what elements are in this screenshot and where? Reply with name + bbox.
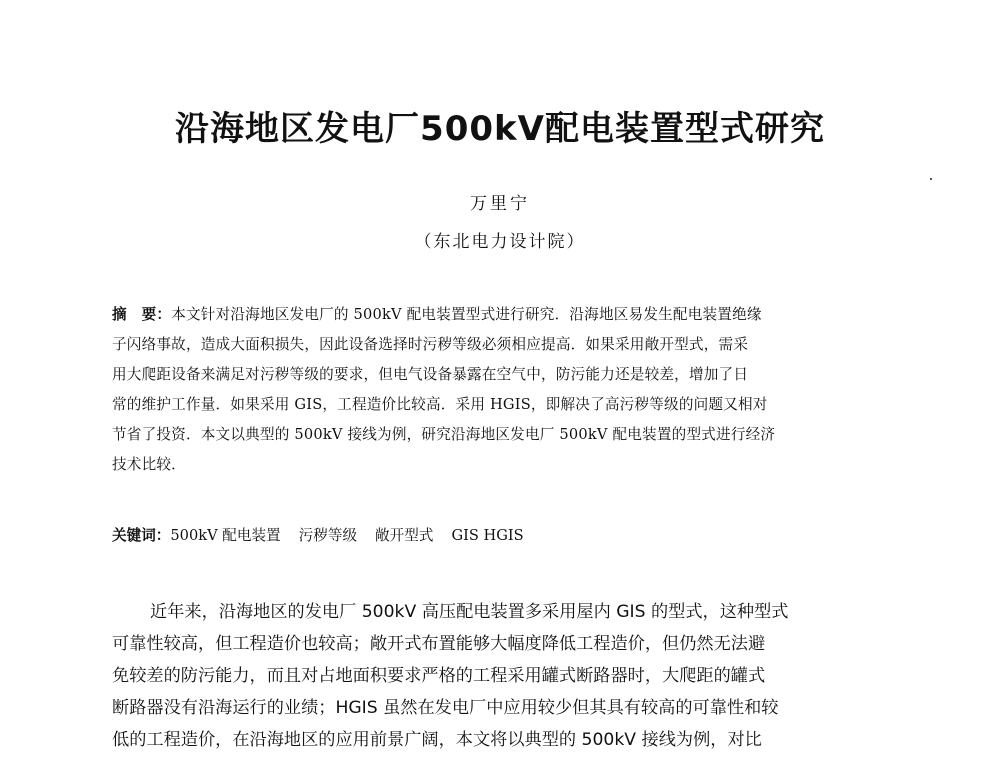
body-line: 断路器没有沿海运行的业绩；HGIS 虽然在发电厂中应用较少但其具有较高的可靠性和较	[112, 698, 779, 718]
abstract-label: 摘 要：	[112, 306, 172, 323]
keywords-block	[112, 522, 882, 550]
abstract-line: 用大爬距设备来满足对污秽等级的要求，但电气设备暴露在空气中，防污能力还是较差，增加了日	[112, 366, 749, 383]
paper-title: 沿海地区发电厂500kV配电装置型式研究	[175, 109, 825, 149]
body-line: 可靠性较高，但工程造价也较高；敞开式布置能够大幅度降低工程造价，但仍然无法避	[112, 634, 766, 654]
author-name: 万里宁	[470, 194, 530, 214]
body-line: 低的工程造价，在沿海地区的应用前景广阔，本文将以典型的 500kV 接线为例，对比	[112, 730, 762, 750]
abstract-line: 子闪络事故，造成大面积损失，因此设备选择时污秽等级必须相应提高．如果采用敞开型式，需采	[112, 336, 749, 353]
abstract-line	[112, 300, 882, 330]
keyword: 敞开型式	[375, 527, 434, 544]
body-line: 免较差的防污能力，而且对占地面积要求严格的工程采用罐式断路器时，大爬距的罐式	[112, 666, 766, 686]
scan-speck	[930, 178, 932, 180]
keyword: GIS HGIS	[451, 527, 524, 544]
abstract-text: 本文针对沿海地区发电厂的 500kV 配电装置型式进行研究．沿海地区易发生配电装置绝缘	[171, 306, 762, 323]
body-line: 近年来，沿海地区的发电厂 500kV 高压配电装置多采用屋内 GIS 的型式，这种型式	[150, 602, 789, 622]
abstract-line: 常的维护工作量．如果采用 GIS，工程造价比较高．采用 HGIS，即解决了高污秽等级的问题又相对	[112, 396, 768, 413]
abstract-line: 技术比较．	[112, 456, 186, 473]
body-paragraph	[112, 596, 888, 756]
keyword: 500kV 配电装置	[170, 527, 281, 544]
abstract-block	[112, 300, 882, 480]
author-affiliation: （东北电力设计院）	[414, 232, 586, 252]
keywords-label: 关键词：	[112, 527, 171, 544]
keyword: 污秽等级	[298, 527, 358, 544]
abstract-line: 节省了投资．本文以典型的 500kV 接线为例，研究沿海地区发电厂 500kV 配电装置的型式进行经济	[112, 426, 776, 443]
